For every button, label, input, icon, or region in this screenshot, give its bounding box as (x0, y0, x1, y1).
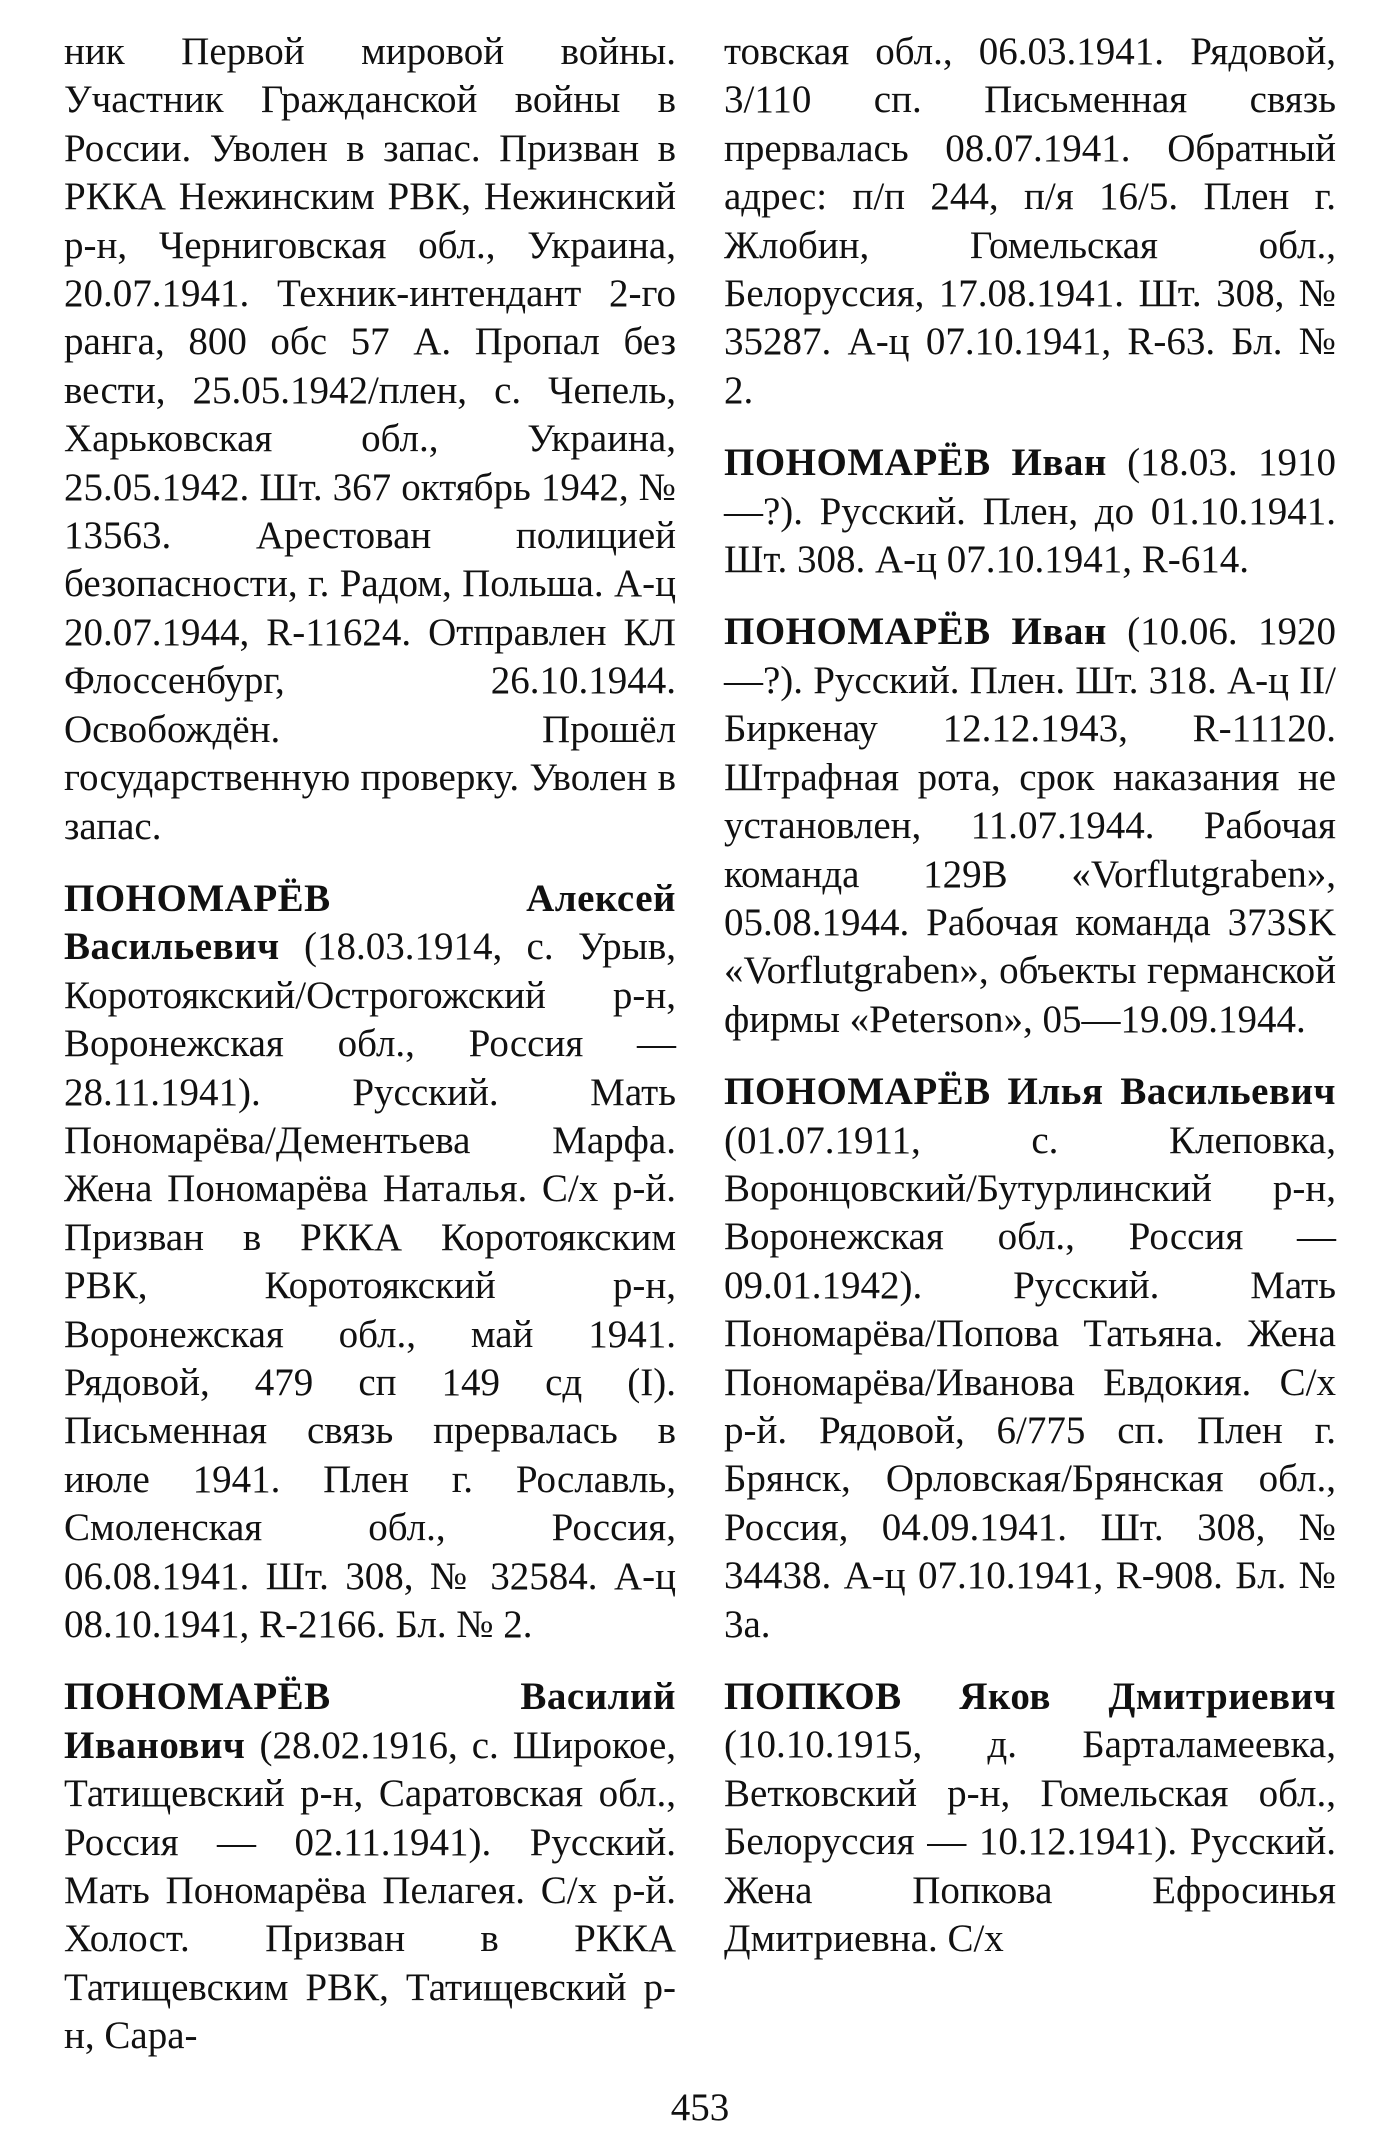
entry-continuation: ник Первой мировой войны. Участник Гражданской войны в России. Уволен в запас. Призван в РККА Нежинским РВК, Нежинский р-н, Черниговская обл., Украина, 20.07.1941. Техник-интендант 2-го ранга, 800 обс 57 А. Пропал без вести, 25.05.1942/плен, с. Чепель, Харьковская обл., Украина, 25.05.1942. Шт. 367 октябрь 1942, № 13563. Арестован полицией безопасности, г. Радом, Польша. А-ц 20.07.1944, R-11624. Отправлен КЛ Флоссенбург, 26.10.1944. Освобождён. Прошёл государственную проверку. Уволен в запас. (64, 30, 676, 848)
entry-text: (10.06. 1920—?). Русский. Плен. Шт. 318. А-ц II/Биркенау 12.12.1943, R-11120. Штрафная рота, срок наказания не установлен, 11.07.1944. Рабочая команда 129B «Vorflutgraben», 05.08.1944. Рабочая команда 373SK «Vorflutgraben», объекты германской фирмы «Peterson», 05—19.09.1944. (724, 610, 1336, 1041)
entry-popkov-yakov (724, 1673, 1336, 1963)
entry-text: (18.03.1914, с. Урыв, Коротоякский/Острогожский р-н, Воронежская обл., Россия — 28.11.1941). Русский. Мать Пономарёва/Дементьева Марфа. Жена Пономарёва Наталья. С/х р-й. Призван в РККА Коротоякским РВК, Коротоякский р-н, Воронежская обл., май 1941. Рядовой, 479 сп 149 сд (I). Письменная связь прервалась в июле 1941. Плен г. Рославль, Смоленская обл., Россия, 06.08.1941. Шт. 308, № 32584. А-ц 08.10.1941, R-2166. Бл. № 2. (64, 925, 676, 1646)
entry-text: (18.03. 1910—?). Русский. Плен, до 01.10.1941. Шт. 308. А-ц 07.10.1941, R-614. (724, 441, 1336, 582)
entry-name: ПОНОМАРЁВ Алексей Васильевич (64, 876, 676, 969)
right-column (724, 28, 1336, 1987)
entry-name: ПОНОМАРЁВ Василий Иванович (64, 1675, 676, 1767)
left-column (64, 28, 676, 2085)
entry-text: (28.02.1916, с. Широкое, Татищевский р-н, Саратовская обл., Россия — 02.11.1941). Русский. Мать Пономарёва Пелагея. С/х р-й. Холост. Призван в РККА Татищевским РВК, Татищевский р-н, Сара- (64, 1723, 676, 2058)
entry-name: ПОПКОВ Яков Дмитриевич (724, 1675, 1336, 1718)
entry-name: ПОНОМАРЁВ Илья Васильевич (724, 1070, 1336, 1114)
entry-ponomarev-ivan-1910 (724, 439, 1336, 584)
entry-name: ПОНОМАРЁВ Иван (724, 441, 1107, 485)
entry-text: (01.07.1911, с. Клеповка, Воронцовский/Бутурлинский р-н, Воронежская обл., Россия — 09.01.1942). Русский. Мать Пономарёва/Попова Татьяна. Жена Пономарёва/Иванова Евдокия. С/х р-й. Рядовой, 6/775 сп. Плен г. Брянск, Орловская/Брянская обл., Россия, 04.09.1941. Шт. 308, № 34438. А-ц 07.10.1941, R-908. Бл. № 3а. (724, 1118, 1336, 1646)
entry-text: (10.10.1915, д. Барталамеевка, Ветковский р-н, Гомельская обл., Белоруссия — 10.12.1941). Русский. Жена Попкова Ефросинья Дмитриевна. С/х (724, 1723, 1336, 1961)
entry-ponomarev-aleksey (64, 875, 676, 1650)
entry-ponomarev-ilya (724, 1068, 1336, 1649)
page-number: 453 (670, 2086, 730, 2129)
entry-continuation: товская обл., 06.03.1941. Рядовой, 3/110 сп. Письменная связь прервалась 08.07.1941. Обратный адрес: п/п 244, п/я 16/5. Плен г. Жлобин, Гомельская обл., Белоруссия, 17.08.1941. Шт. 308, № 35287. А-ц 07.10.1941, R-63. Бл. № 2. (724, 30, 1336, 412)
entry-ponomarev-vasiliy (64, 1673, 676, 2060)
entry-ponomarev-ivan-1920 (724, 608, 1336, 1044)
entry-name: ПОНОМАРЁВ Иван (724, 610, 1107, 654)
